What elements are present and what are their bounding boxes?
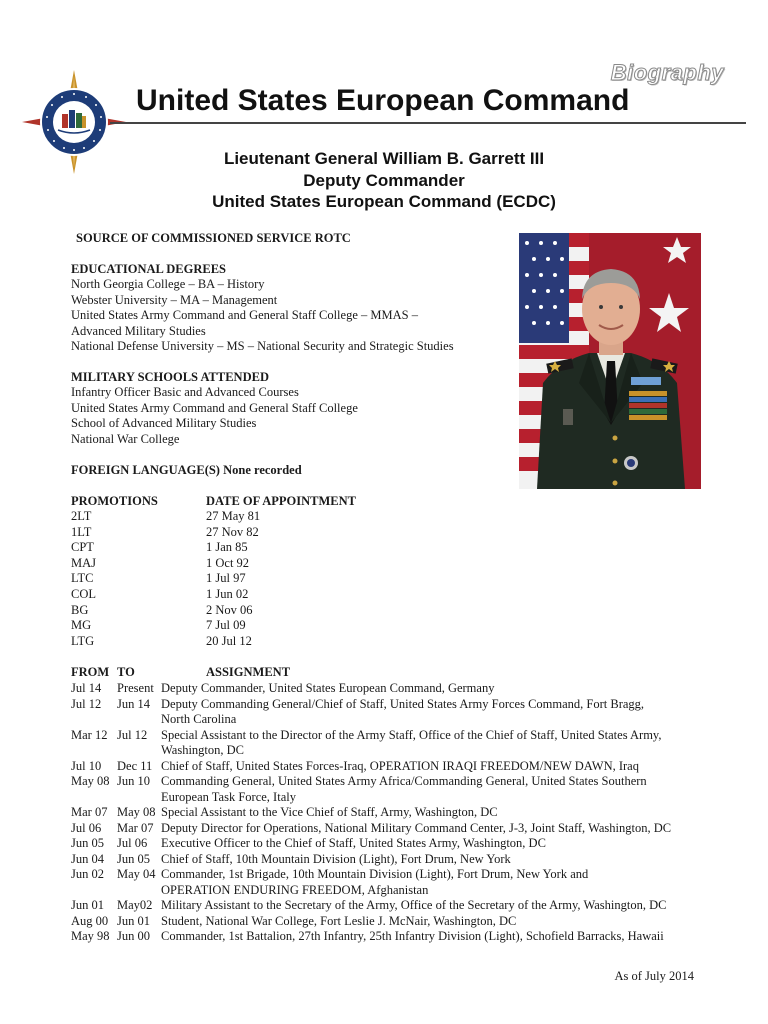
promotion-date: 27 May 81 (206, 509, 261, 523)
assignment-from: Jul 10 (71, 758, 102, 773)
assignment-row (71, 697, 691, 728)
appointment-date-heading: DATE OF APPOINTMENT (206, 494, 357, 508)
school-line: National War College (71, 431, 180, 446)
assignment-line: Deputy Commanding General/Chief of Staff, United States Army Forces Command, Fort Bragg, (161, 696, 645, 711)
assignment-description (161, 821, 691, 837)
assignment-line: Student, National War College, Fort Leslie J. McNair, Washington, DC (161, 913, 517, 928)
education-heading: EDUCATIONAL DEGREES (71, 262, 227, 276)
officer-command: United States European Command (ECDC) (212, 192, 556, 211)
assignment-to: Jun 05 (117, 851, 150, 866)
promotion-date: 27 Nov 82 (206, 524, 259, 539)
assignment-line: Commanding General, United States Army Africa/Commanding General, United States Southern (161, 774, 647, 788)
assignment-to-heading: TO (117, 665, 135, 679)
assignment-line: Chief of Staff, 10th Mountain Division (Light), Fort Drum, New York (161, 851, 511, 866)
as-of-date: As of July 2014 (614, 969, 694, 983)
assignment-line: North Carolina (161, 712, 237, 726)
promotion-date: 1 Jul 97 (206, 571, 246, 586)
education-line: Advanced Military Studies (71, 323, 206, 338)
officer-position: Deputy Commander (303, 171, 465, 190)
promotion-date: 1 Oct 92 (206, 555, 250, 570)
assignment-description (161, 867, 691, 898)
assignment-description (161, 805, 691, 821)
assignment-from: Jul 12 (71, 696, 102, 711)
assignment-description (161, 774, 691, 805)
education-line: United States Army Command and General Staff College – MMAS – (71, 308, 418, 322)
promotions-heading: PROMOTIONS (71, 494, 158, 508)
officer-name: Lieutenant General William B. Garrett III (223, 149, 545, 168)
education-line: North Georgia College – BA – History (71, 277, 265, 291)
assignment-line: Deputy Commander, United States European Command, Germany (161, 681, 495, 695)
assignment-row (71, 929, 691, 945)
promotion-rank: 2LT (71, 509, 92, 523)
education-line: National Defense University – MS – National Security and Strategic Studies (71, 339, 454, 353)
assignment-line: Military Assistant to the Secretary of the Army, Office of the Secretary of the Army, Washington, DC (161, 898, 667, 912)
school-line: Infantry Officer Basic and Advanced Courses (71, 385, 299, 399)
assignment-from: Jun 04 (71, 851, 104, 866)
promotion-rank: MAJ (71, 555, 97, 570)
assignment-line: Executive Officer to the Chief of Staff, United States Army, Washington, DC (161, 836, 546, 850)
assignment-row (71, 728, 691, 759)
assignment-line: Deputy Director for Operations, National Military Command Center, J-3, Joint Staff, Washington, DC (161, 820, 672, 835)
org-title: United States European Command (136, 84, 630, 117)
promotion-rank: LTG (71, 633, 95, 648)
assignment-from: Jul 06 (71, 820, 102, 835)
promotion-date: 1 Jun 02 (206, 586, 249, 601)
assignment-to: Dec 11 (117, 758, 153, 773)
assignment-to: May 04 (117, 867, 156, 881)
assignments-table (71, 681, 691, 945)
assignment-row (71, 681, 691, 697)
assignment-row (71, 867, 691, 898)
assignment-from: Mar 07 (71, 805, 108, 819)
assignment-description (161, 836, 691, 852)
assignment-to: Jul 06 (117, 836, 148, 850)
assignment-description (161, 929, 691, 945)
school-line: United States Army Command and General Staff College (71, 400, 358, 415)
assignment-description (161, 759, 691, 775)
assignment-from: Aug 00 (71, 913, 109, 928)
foreign-language: FOREIGN LANGUAGE(S) None recorded (71, 463, 302, 477)
promotion-rank: BG (71, 602, 89, 617)
assignment-to: Jun 00 (117, 929, 150, 943)
assignment-row (71, 898, 691, 914)
assignment-from: Jun 05 (71, 836, 104, 850)
assignment-from: Jun 02 (71, 867, 104, 881)
assignment-line: OPERATION ENDURING FREEDOM, Afghanistan (161, 882, 429, 897)
assignment-line: Chief of Staff, United States Forces-Iraq, OPERATION IRAQI FREEDOM/NEW DAWN, Iraq (161, 758, 639, 773)
assignment-row (71, 836, 691, 852)
promotion-rank: LTC (71, 571, 94, 586)
assignment-line: Special Assistant to the Vice Chief of Staff, Army, Washington, DC (161, 805, 498, 819)
promotion-rank: COL (71, 586, 96, 601)
assignment-to: Jul 12 (117, 727, 148, 742)
assignment-to: Jun 01 (117, 913, 150, 928)
assignment-from: Jul 14 (71, 681, 102, 695)
assignment-description (161, 898, 691, 914)
promotion-date: 20 Jul 12 (206, 633, 252, 648)
schools-list (71, 385, 358, 447)
school-line: School of Advanced Military Studies (71, 416, 257, 430)
assignment-description (161, 681, 691, 697)
education-list (71, 277, 454, 355)
schools-heading: MILITARY SCHOOLS ATTENDED (71, 370, 269, 384)
assignment-to: Mar 07 (117, 820, 154, 835)
promotion-rank: CPT (71, 540, 94, 555)
promotion-date: 7 Jul 09 (206, 618, 246, 633)
assignment-row (71, 914, 691, 930)
assignment-line: Commander, 1st Brigade, 10th Mountain Division (Light), Fort Drum, New York and (161, 867, 589, 881)
assignment-to: May 08 (117, 805, 156, 819)
assignment-row (71, 774, 691, 805)
biography-label: Biography (610, 60, 724, 85)
assignment-to: May02 (117, 898, 153, 912)
assignment-line: Special Assistant to the Director of the Army Staff, Office of the Chief of Staff, United States Army, (161, 727, 662, 742)
promotion-rank: 1LT (71, 524, 92, 539)
assignment-to: Present (117, 681, 154, 695)
assignment-description (161, 914, 691, 930)
assignment-from: Jun 01 (71, 898, 104, 912)
official-portrait (519, 233, 701, 489)
assignment-row (71, 805, 691, 821)
header-divider (110, 122, 746, 124)
assignment-to: Jun 14 (117, 696, 150, 711)
promotion-rank: MG (71, 618, 92, 633)
promotion-date: 1 Jan 85 (206, 540, 248, 555)
assignment-description (161, 697, 691, 728)
assignment-row (71, 821, 691, 837)
assignment-from-heading: FROM (71, 665, 110, 679)
assignment-description (161, 728, 691, 759)
assignment-row (71, 759, 691, 775)
assignment-to: Jun 10 (117, 774, 150, 788)
assignment-from: Mar 12 (71, 727, 108, 742)
assignment-from: May 08 (71, 774, 110, 788)
assignment-from: May 98 (71, 929, 110, 943)
assignment-heading: ASSIGNMENT (206, 665, 291, 679)
assignment-line: European Task Force, Italy (161, 789, 296, 804)
education-line: Webster University – MA – Management (71, 292, 278, 307)
assignment-description (161, 852, 691, 868)
promotion-date: 2 Nov 06 (206, 602, 253, 617)
source-of-commission: SOURCE OF COMMISSIONED SERVICE ROTC (76, 231, 351, 245)
assignment-row (71, 852, 691, 868)
assignment-line: Commander, 1st Battalion, 27th Infantry, 25th Infantry Division (Light), Schofield Barracks, Hawaii (161, 929, 664, 943)
assignment-line: Washington, DC (161, 743, 245, 757)
